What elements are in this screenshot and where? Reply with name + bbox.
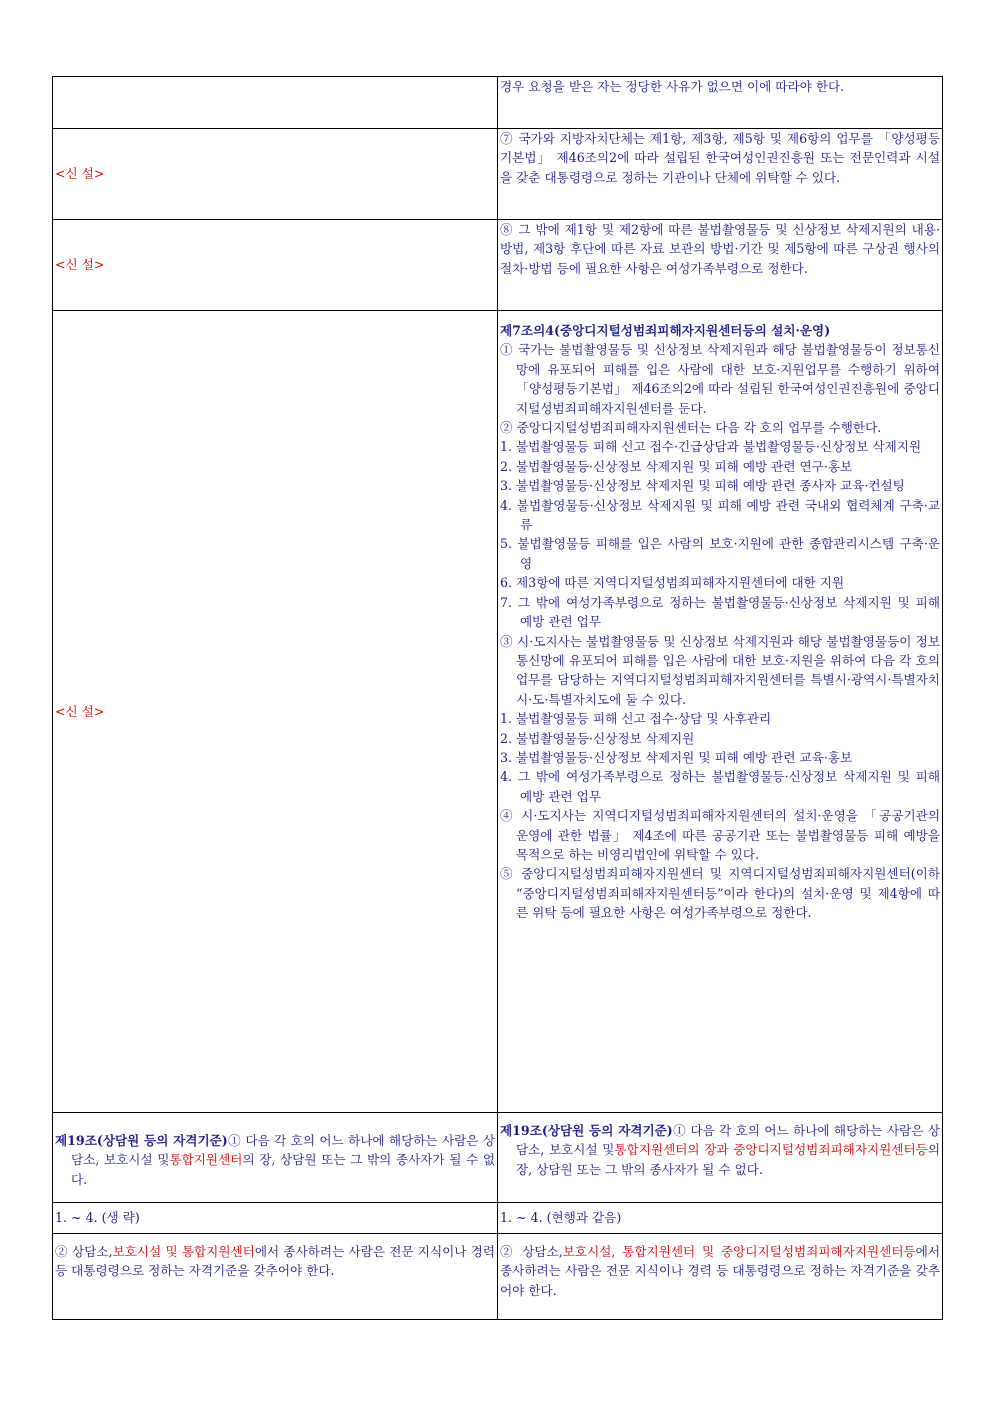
list-item: 2. 불법촬영물등·신상정보 삭제지원 — [500, 730, 695, 746]
clause-text — [55, 1131, 495, 1189]
clause-text: ③ 시·도지사는 불법촬영물등 및 신상정보 삭제지원과 해당 불법촬영물등이 정보통신망에 유포되어 피해를 입은 사람에 대한 보호·지원을 위하여 다음 각 호의 업무를 담당하는 지역디지털성범죄피해자지원센터를 특별시·광역시·특별자치시·도·특별자치도에 둘 수 있다. — [500, 633, 940, 707]
table-row — [53, 311, 943, 1113]
list-item: 4. 그 밖에 여성가족부령으로 정하는 불법촬영물등·신상정보 삭제지원 및 피해 예방 관련 업무 — [500, 769, 940, 804]
new-provision-label: <신 설> — [55, 703, 105, 719]
changed-text: 보호시설, 통합지원센터 및 중앙디지털성범죄피해자지원센터등 — [562, 1244, 916, 1259]
list-item: 1. 불법촬영물등 피해 신고 접수·상담 및 사후관리 — [500, 711, 772, 727]
current-law-cell — [53, 220, 498, 311]
clause-text: 1. ~ 4. (생 략) — [55, 1210, 140, 1226]
amended-law-cell — [498, 1113, 943, 1203]
list-item: 7. 그 밖에 여성가족부령으로 정하는 불법촬영물등·신상정보 삭제지원 및 피해 예방 관련 업무 — [500, 594, 940, 630]
current-law-cell — [53, 1113, 498, 1203]
changed-text: 보호시설 및 통합지원센터 — [112, 1244, 255, 1259]
amended-law-cell — [498, 77, 943, 129]
table-row — [53, 1234, 943, 1320]
table-row — [53, 1113, 943, 1203]
current-law-cell — [53, 129, 498, 220]
current-law-cell — [53, 77, 498, 129]
clause-fragment: ② 상담소, — [55, 1244, 113, 1259]
article-title: 제7조의4(중앙디지털성범죄피해자지원센터등의 설치·운영) — [500, 323, 831, 338]
comparison-table — [52, 76, 943, 1320]
clause-fragment: ① 다음 각 호의 어느 하나에 해당하는 사람은 상담소, 보호시설 및 — [516, 1123, 940, 1158]
clause-text: ④ 시·도지사는 지역디지털성범죄피해자지원센터의 설치·운영을 「공공기관의 운영에 관한 법률」 제4조에 따른 공공기관 또는 불법촬영물등 피해 예방을 목적으로 하는 비영리법인에 위탁할 수 있다. — [500, 808, 940, 862]
clause-text: ① 국가는 불법촬영물등 및 신상정보 삭제지원과 해당 불법촬영물등이 정보통신망에 유포되어 피해를 입은 사람에 대한 보호·지원업무를 수행하기 위하여 「양성평등기본법」 제46조의2에 따라 설립된 한국여성인권진흥원에 중앙디지털성범죄피해자지원센터를 둔다. — [500, 342, 940, 416]
table-row — [53, 1203, 943, 1234]
clause-text: ⑤ 중앙디지털성범죄피해자지원센터 및 지역디지털성범죄피해자지원센터(이하 “중앙디지털성범죄피해자지원센터등”이라 한다)의 설치·운영 및 제4항에 따른 위탁 등에 필요한 사항은 여성가족부령으로 정한다. — [500, 866, 940, 921]
table-row — [53, 220, 943, 311]
clause-fragment: 의 장, 상담원 또는 그 밖의 종사자가 될 수 없다. — [516, 1142, 940, 1177]
list-item: 1. 불법촬영물등 피해 신고 접수·긴급상담과 불법촬영물등·신상정보 삭제지원 — [500, 439, 922, 455]
clause-fragment: 에서 종사하려는 사람은 전문 지식이나 경력 등 대통령령으로 정하는 자격기준을 갖추어야 한다. — [500, 1244, 940, 1298]
clause-text — [500, 1121, 940, 1179]
clause-text: ② 중앙디지털성범죄피해자지원센터는 다음 각 호의 업무를 수행한다. — [500, 420, 882, 436]
list-item: 6. 제3항에 따른 지역디지털성범죄피해자지원센터에 대한 지원 — [500, 575, 845, 591]
amended-law-cell — [498, 220, 943, 311]
amended-law-cell — [498, 1203, 943, 1234]
table-row — [53, 77, 943, 129]
list-item: 2. 불법촬영물등·신상정보 삭제지원 및 피해 예방 관련 연구·홍보 — [500, 458, 853, 474]
clause-text — [55, 1242, 495, 1281]
current-law-cell — [53, 1203, 498, 1234]
clause-text: ⑧ 그 밖에 제1항 및 제2항에 따른 불법촬영물등 및 신상정보 삭제지원의 내용·방법, 제3항 후단에 따른 자료 보관의 방법·기간 및 제5항에 따른 구상권 행사의 절차·방법 등에 필요한 사항은 여성가족부령으로 정한다. — [500, 222, 940, 276]
changed-text: 통합지원센터의 장과 중앙디지털성범죄피해자지원센터등 — [614, 1142, 928, 1158]
clause-fragment: ① 다음 각 호의 어느 하나에 해당하는 사람은 상담소, 보호시설 및 — [71, 1133, 495, 1168]
clause-text: ⑦ 국가와 지방자치단체는 제1항, 제3항, 제5항 및 제6항의 업무를 「양성평등기본법」 제46조의2에 따라 설립된 한국여성인권진흥원 또는 전문인력과 시설을 갖춘 대통령령으로 정하는 기관이나 단체에 위탁할 수 있다. — [500, 131, 940, 185]
article-title: 제19조(상담원 등의 자격기준) — [55, 1133, 228, 1148]
clause-fragment: 에서 종사하려는 사람은 전문 지식이나 경력 등 대통령령으로 정하는 자격기준을 갖추어야 한다. — [55, 1244, 496, 1279]
changed-text: 통합지원센터 — [169, 1152, 243, 1168]
new-provision-label: <신 설> — [55, 166, 105, 182]
clause-fragment: 의 장, 상담원 또는 그 밖의 종사자가 될 수 없다. — [71, 1152, 495, 1187]
clause-text — [500, 1242, 940, 1300]
clause-text: 경우 요청을 받은 자는 정당한 사유가 없으면 이에 따라야 한다. — [500, 79, 845, 94]
clause-text: 1. ~ 4. (현행과 같음) — [500, 1210, 622, 1226]
amended-law-cell — [498, 1234, 943, 1320]
clause-fragment: ② 상담소, — [500, 1244, 563, 1259]
new-provision-label: <신 설> — [55, 257, 105, 273]
list-item: 3. 불법촬영물등·신상정보 삭제지원 및 피해 예방 관련 종사자 교육·컨설팅 — [500, 478, 905, 494]
current-law-cell — [53, 1234, 498, 1320]
list-item: 5. 불법촬영물등 피해를 입은 사람의 보호·지원에 관한 종합관리시스템 구축·운영 — [500, 536, 940, 571]
table-row — [53, 129, 943, 220]
article-title: 제19조(상담원 등의 자격기준) — [500, 1123, 673, 1138]
current-law-cell — [53, 311, 498, 1113]
amended-law-cell — [498, 311, 943, 1113]
list-item: 3. 불법촬영물등·신상정보 삭제지원 및 피해 예방 관련 교육·홍보 — [500, 749, 853, 765]
list-item: 4. 불법촬영물등·신상정보 삭제지원 및 피해 예방 관련 국내외 협력체계 구축·교류 — [500, 497, 940, 533]
amended-law-cell — [498, 129, 943, 220]
